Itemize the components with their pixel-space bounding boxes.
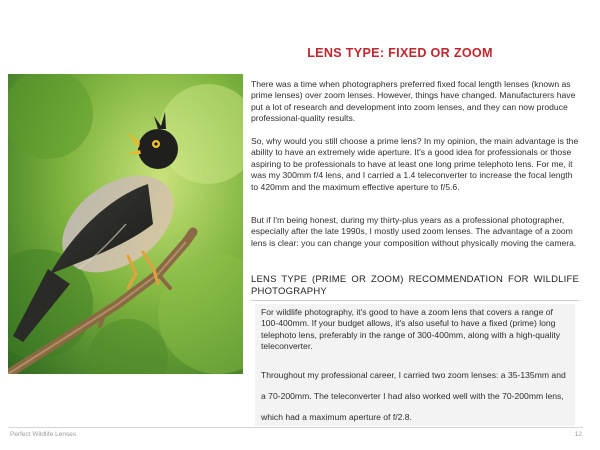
recommendation-paragraph: For wildlife photography, it's good to have a zoom lens that covers a range of 100-400mm. If your budget allows, it's also useful to have a fixed (prime) long telephoto lens, preferably in the range of 300-400mm, along with a high-quality teleconverter. bbox=[261, 307, 561, 351]
recommendation-heading: LENS TYPE (PRIME OR ZOOM) RECOMMENDATION FOR WILDLIFE PHOTOGRAPHY bbox=[251, 274, 579, 297]
prime-lens-paragraph: So, why would you still choose a prime lens? In my opinion, the main advantage is the ability to have an extremely wide aperture. It's a good idea for professionals or those aspiring to be professionals to have at least one long prime telephoto lens. For me, it was my 300mm f/4 lens, and I carried a 1.4 teleconverter to increase the focal length to 420mm and the maximum effective aperture to f/5.6. bbox=[251, 136, 579, 192]
footer-book-title: Perfect Wildlife Lenses bbox=[10, 431, 77, 438]
career-paragraph: Throughout my professional career, I carried two zoom lenses: a 35-135mm and a 70-200mm. The teleconverter I had also worked well with the 70-200mm lens, which had a maximum aperture of f/2.8. bbox=[261, 370, 566, 422]
page-title: LENS TYPE: FIXED OR ZOOM bbox=[307, 46, 493, 60]
bird-photo bbox=[8, 74, 243, 374]
footer-divider bbox=[8, 427, 583, 428]
page-number: 12 bbox=[574, 431, 582, 438]
zoom-lens-paragraph: But if I'm being honest, during my thirty-plus years as a professional photographer, especially after the late 1990s, I mostly used zoom lenses. The advantage of a zoom lens is clear: you can change your composition without physically moving the camera. bbox=[251, 215, 577, 248]
intro-paragraph: There was a time when photographers preferred fixed focal length lenses (known as prime lenses) over zoom lenses. However, things have changed. Manufacturers have put a lot of research and development into zoom lenses, and they can now produce professional-quality results. bbox=[251, 79, 576, 124]
heading-divider bbox=[251, 300, 579, 301]
